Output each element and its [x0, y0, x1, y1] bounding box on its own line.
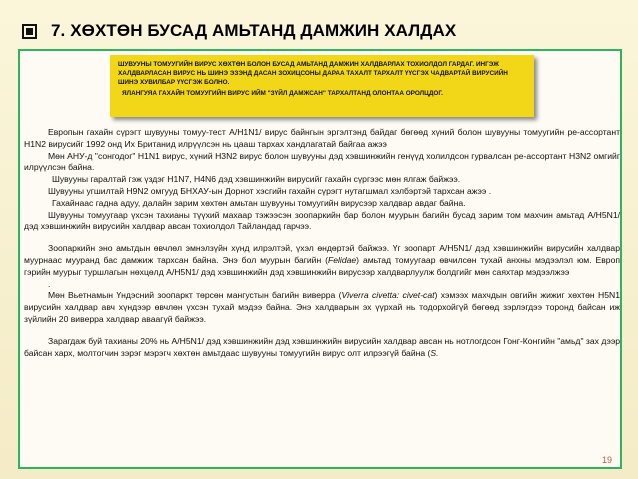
slide-title: 7. ХӨХТӨН БУСАД АМЬТАНД ДАМЖИН ХАЛДАХ: [51, 21, 457, 40]
italic-term: Viverra civetta: civet-cat: [341, 290, 435, 301]
paragraph-1: Европын гахайн сүрэгт шувууны томуу-тест A/H1N1/ вирус байнгын эргэлтэнд байдаг бөгөөд хүний болон шувууны томуугийн ре-ассортант H1N2 вирусийг 1992 онд Их Британид илрүүлсэн нь цааш тархах хандлагатай байгаа ажээ: [24, 127, 620, 149]
title-row: [22, 18, 456, 44]
paragraph-2: Мөн АНУ-д "сонгодог" H1N1 вирус, хүний H3N2 вирус болон шувууны дэд хэвшинжийн генүүд холилдсон гурвалсан ре-ассортант H3N2 омгийг илрүүлсэн байна.: [24, 150, 620, 173]
paragraph-4: Шувууны угшилтай H9N2 омгууд БНХАУ-ын Дорнот хэсгийн гахайн сүрэгт нутагшмал хэлбэртэй тархсан ажээ .: [48, 185, 492, 196]
italic-term: S.: [430, 347, 439, 358]
paragraph-8: Мөн Вьетнамын Үндэсний зоопаркт төрсөн мангустын багийн виверра (Viverra civetta: civet-cat) хэмээх махчдын овгийн жижиг хөхтөн H5N1 вирусийн халдвар авч хүндээр өвчлөн үхсэн тухай мэдээ байна. Энэ халдварын эх үүрхай нь тодорхойгүй бөгөөд зэрлэгдээ торонд байсан иж зүйлийн 20 виверра халдвар аваагүй байжээ.: [24, 290, 620, 324]
paragraph-9: Зарагдаж буй тахианы 20% нь A/H5N1/ дэд хэвшинжийн дэд хэвшинжийн вирусийн халдвар авсан нь нотлогдсон Гонг-Конгийн "амьд" зах дээр байсан харх, молтогчин зэрэг мэрэгч хөхтөн амьтдаас шувууны томуугийн вирус олт илрээгүй байна (S.: [24, 335, 620, 358]
paragraph-3: Шувууны гаралтай гэж үздэг H1N7, H4N6 дэд хэвшинжийн вирусийг гахайн сүргээс мөн ялгаж байжээ.: [52, 174, 461, 185]
paragraph-5: Гахайнаас гадна адуу, далайн зарим хөхтөн амьтан шувууны томуугийн вирусээр халдвар авдаг байна.: [52, 197, 466, 208]
italic-term: Felidae: [327, 254, 357, 265]
body-text: [24, 127, 620, 359]
page-number: 19: [601, 455, 612, 465]
paragraph-dot: .: [48, 278, 51, 289]
callout-box: [110, 55, 534, 117]
callout-text-2: ЯЛАНГУЯА ГАХАЙН ТОМУУГИЙН ВИРУС ИЙМ "ЗҮЙЛ ДАМЖСАН" ТАРХАЛТАНД ОЛОНТАА ОРОЛЦДОГ.: [122, 89, 443, 97]
checkbox-bullet-icon: [22, 24, 37, 39]
paragraph-7: Зоопаркийн эно амьтдын өвчлөл эмнэлзүйн хүнд илрэлтэй, үхэл өндөртэй байжээ. Үг зоопарт A/H5N1/ дэд хэвшинжийн вирусийн халдвар муурнаас мууранд бас дамжиж тархсан байна. Энэ бол муурын багийн (Felidae) амьтад томуугаар өвчилсөн тухай анхны мэдээлэл юм. Европ гэрийн муурыг туршлагын нөхцөлд A/H5N1/ дэд хэвшинжийн дэд хэвшинжийн вирусээр халдварлуулж болдгийг мөн саяхтар мэдээлжээ: [24, 243, 620, 277]
paragraph-6: Шувууны томуугаар үхсэн тахианы түүхий махаар тэжээсэн зоопаркийн бар болон муурын багийн бусад зарим том махчин амьтад A/H5N1/ дэд хэвшинжийн вирусийн халдвар авсан тохиолдол Тайландад гарчээ.: [24, 209, 620, 232]
callout-text: ШУВУУНЫ ТОМУУГИЙН ВИРУС ХӨХТӨН БОЛОН БУСАД АМЬТАНД ДАМЖИН ХАЛДВАРЛАХ ТОХИОЛДОЛ ГАРДАГ. ИНГЭЖ ХАЛДВАРЛАСАН ВИРУС НЬ ШИНЭ ЭЗЭНД ДАСАН ЗОХИЦСОНЫ ДАРАА ТАХАЛТ ТАРХАЛТ ҮҮСГЭХ ЧАДВАРТАЙ ВИРУСИЙН ШИНЭ ХУВИЛБАР ҮҮСГЭЖ БОЛНО.: [118, 61, 508, 87]
